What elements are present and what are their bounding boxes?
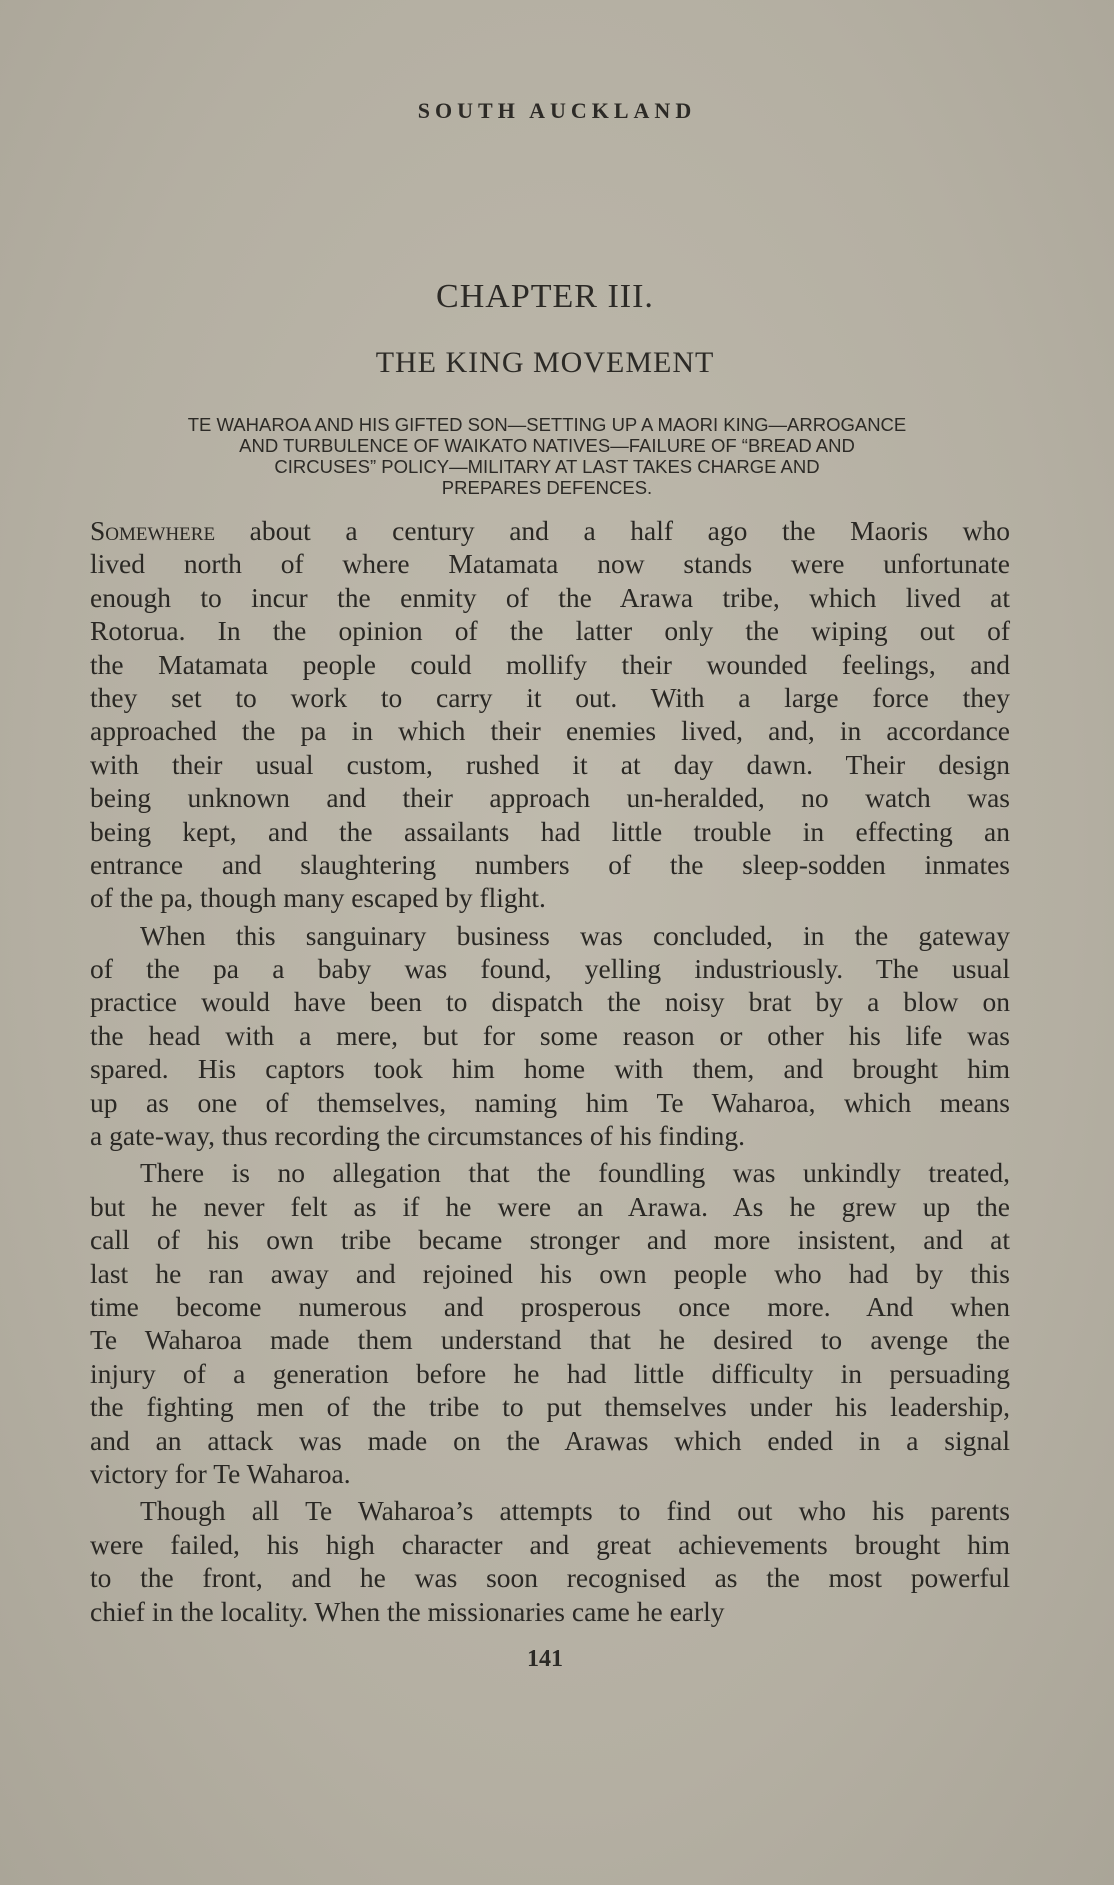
paragraph-4-line: were failed, his high character and great achievements brought him [90, 1528, 1010, 1560]
paragraph-1-line: approached the pa in which their enemies lived, and, in accordance [90, 715, 1010, 747]
paragraph-1-line: enough to incur the enmity of the Arawa tribe, which lived at [90, 581, 1010, 613]
paragraph-3-line: and an attack was made on the Arawas which ended in a signal [90, 1424, 1010, 1456]
paragraph-2-line: up as one of themselves, naming him Te Waharoa, which means [90, 1086, 1010, 1118]
paragraph-1-line: being unknown and their approach un-heralded, no watch was [90, 782, 1010, 814]
synopsis-line: PREPARES DEFENCES. [441, 477, 653, 498]
chapter-synopsis [84, 414, 1010, 498]
synopsis-line: TE WAHAROA AND HIS GIFTED SON—SETTING UP A MAORI KING—ARROGANCE [187, 414, 907, 435]
paragraph-4-line: chief in the locality. When the missionaries came he early [90, 1595, 725, 1627]
paragraph-2-line: spared. His captors took him home with them, and brought him [90, 1053, 1010, 1085]
paragraph-4-line: Though all Te Waharoa’s attempts to find out who his parents [140, 1495, 1010, 1527]
paragraph-3-line: There is no allegation that the foundling was unkindly treated, [140, 1157, 1010, 1189]
paragraph-1-line [90, 514, 1010, 547]
paragraph-2-line: of the pa a baby was found, yelling industriously. The usual [90, 953, 1010, 985]
synopsis-line: CIRCUSES” POLICY—MILITARY AT LAST TAKES CHARGE AND [274, 456, 820, 477]
paragraph-3-line: last he ran away and rejoined his own people who had by this [90, 1257, 1010, 1289]
paragraph-3-line: Te Waharoa made them understand that he desired to avenge the [90, 1324, 1010, 1356]
running-head: SOUTH AUCKLAND [417, 98, 697, 123]
page-number: 141 [527, 1646, 563, 1672]
paragraph-3-line: call of his own tribe became stronger and more insistent, and at [90, 1224, 1010, 1256]
paragraph-3-line: the fighting men of the tribe to put themselves under his leadership, [90, 1391, 1010, 1423]
paragraph-2-line: When this sanguinary business was concluded, in the gateway [140, 919, 1010, 951]
chapter-number: CHAPTER III. [436, 278, 654, 315]
paragraph-2-line: the head with a mere, but for some reason or other his life was [90, 1019, 1010, 1051]
paragraph-2-line: practice would have been to dispatch the noisy brat by a blow on [90, 986, 1010, 1018]
paragraph-1-line: entrance and slaughtering numbers of the sleep-sodden inmates [90, 848, 1010, 880]
paragraph-1-line: being kept, and the assailants had little trouble in effecting an [90, 815, 1010, 847]
paragraph-1-line: lived north of where Matamata now stands were unfortunate [90, 548, 1010, 580]
paragraph-1-line: Rotorua. In the opinion of the latter only the wiping out of [90, 615, 1010, 647]
paragraph-3-line: victory for Te Waharoa. [90, 1457, 351, 1489]
chapter-title: THE KING MOVEMENT [375, 346, 715, 379]
synopsis-line: AND TURBULENCE OF WAIKATO NATIVES—FAILURE OF “BREAD AND [239, 435, 855, 456]
paragraph-1-line: of the pa, though many escaped by flight. [90, 882, 546, 914]
paragraph-3-line: but he never felt as if he were an Arawa. As he grew up the [90, 1190, 1010, 1222]
paragraph-3-line: injury of a generation before he had little difficulty in persuading [90, 1357, 1010, 1389]
line-text: about a century and a half ago the Maoris who [215, 515, 1010, 546]
body-text [90, 514, 1010, 1628]
paragraph-1-line: the Matamata people could mollify their wounded feelings, and [90, 648, 1010, 680]
paragraph-4-line: to the front, and he was soon recognised as the most powerful [90, 1562, 1010, 1594]
paragraph-1-line: they set to work to carry it out. With a large force they [90, 681, 1010, 713]
paragraph-1-line: with their usual custom, rushed it at day dawn. Their design [90, 748, 1010, 780]
paragraph-3-line: time become numerous and prosperous once more. And when [90, 1290, 1010, 1322]
opening-word: Somewhere [90, 515, 216, 546]
paragraph-2-line: a gate-way, thus recording the circumstances of his finding. [90, 1120, 745, 1152]
